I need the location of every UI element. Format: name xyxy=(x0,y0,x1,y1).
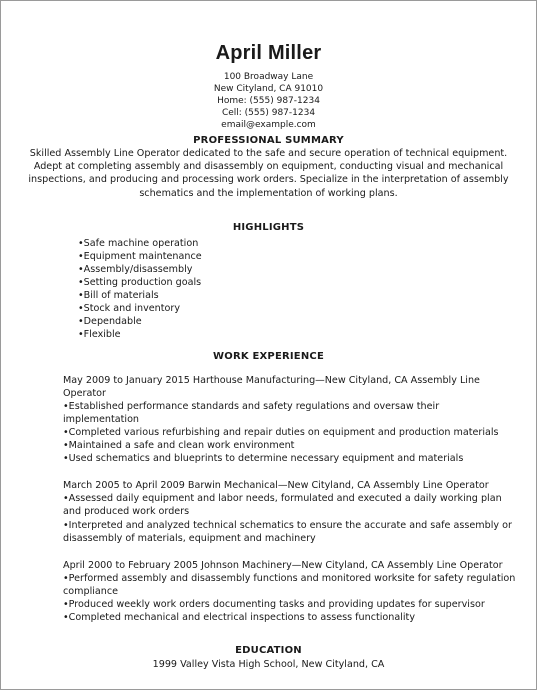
job-bullet: •Assessed daily equipment and labor needs, formulated and executed a daily working plan and produced work orders xyxy=(63,493,502,518)
summary-title: PROFESSIONAL SUMMARY xyxy=(193,135,344,146)
education-title: EDUCATION xyxy=(235,645,302,657)
contact-block xyxy=(21,71,516,131)
contact-cell-phone: Cell: (555) 987-1234 xyxy=(221,108,316,118)
list-item: •Assembly/disassembly xyxy=(78,264,193,275)
job-entry xyxy=(63,559,516,624)
candidate-name: April Miller xyxy=(215,42,322,64)
job-header: April 2000 to February 2005 Johnson Machinery—New Cityland, CA Assembly Line Operator xyxy=(63,559,503,571)
contact-city: New Cityland, CA 91010 xyxy=(213,84,324,94)
list-item: •Setting production goals xyxy=(78,277,202,289)
contact-address: 100 Broadway Lane xyxy=(223,72,314,82)
job-bullet: •Performed assembly and disassembly functions and monitored worksite for safety regulation compliance xyxy=(63,572,516,597)
highlights-list xyxy=(78,237,516,342)
job-header: May 2009 to January 2015 Harthouse Manufacturing—New Cityland, CA Assembly Line Operator xyxy=(63,374,480,399)
list-item: •Safe machine operation xyxy=(78,237,199,249)
job-bullet: •Completed mechanical and electrical inspections to assess functionality xyxy=(63,612,415,624)
job-bullet: •Used schematics and blueprints to determine necessary equipment and materials xyxy=(63,453,464,465)
job-bullet: •Produced weekly work orders documenting tasks and providing updates for supervisor xyxy=(63,598,485,610)
contact-email[interactable]: email@example.com xyxy=(221,120,316,130)
list-item: •Stock and inventory xyxy=(78,303,181,315)
list-item: •Flexible xyxy=(78,329,121,341)
job-header: March 2005 to April 2009 Barwin Mechanical—New Cityland, CA Assembly Line Operator xyxy=(63,480,489,492)
job-bullet: •Established performance standards and safety regulations and oversaw their implementation xyxy=(63,400,440,425)
job-entry xyxy=(63,374,516,466)
contact-home-phone: Home: (555) 987-1234 xyxy=(217,96,320,106)
summary-text: Skilled Assembly Line Operator dedicated to the safe and secure operation of technical equipment. Adept at completing assembly and disassembly on equipment, conducting visual and mechanical inspections, and producing and processing work orders. Specialize in the interpretation of assembly schematics and the implementation of working plans. xyxy=(28,148,509,199)
job-bullet: •Completed various refurbishing and repair duties on equipment and production materials xyxy=(63,426,499,438)
list-item: •Bill of materials xyxy=(78,290,159,302)
highlights-title: HIGHLIGHTS xyxy=(232,221,305,233)
list-item: •Dependable xyxy=(78,316,142,328)
list-item: •Equipment maintenance xyxy=(78,250,202,262)
job-bullet: •Maintained a safe and clean work environment xyxy=(63,440,295,452)
experience-title: WORK EXPERIENCE xyxy=(213,350,324,362)
job-bullet: •Interpreted and analyzed technical schematics to ensure the accurate and safe assembly or disassembly of materials, equipment and machinery xyxy=(63,519,512,544)
education-text: 1999 Valley Vista High School, New Cityland, CA xyxy=(152,659,385,671)
job-entry xyxy=(63,479,516,544)
